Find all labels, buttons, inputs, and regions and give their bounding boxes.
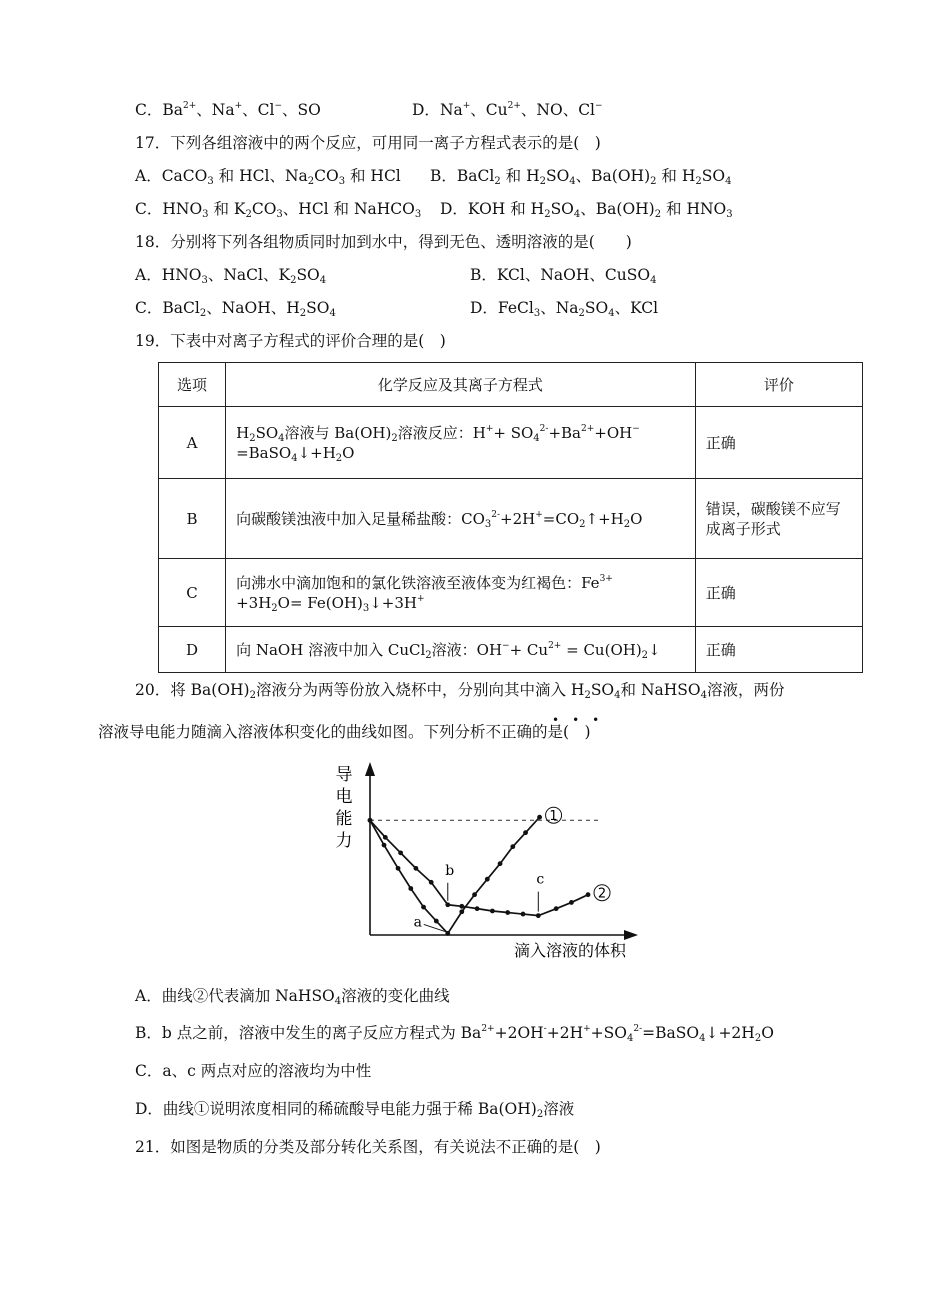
data-point [536, 913, 541, 918]
q17-option-c: C．$HNO_3$ 和 $K_2CO_3$、HCl 和 NaHCO$_3$ [135, 200, 422, 220]
y-axis-arrow [365, 762, 375, 776]
data-point [459, 909, 464, 914]
x-axis-label: 滴入溶液的体积 [513, 941, 627, 960]
q18-option-a: A．$HNO_3$、NaCl、$K_2SO_4$ [135, 266, 327, 286]
y-axis-label-char: 导 [335, 765, 353, 785]
series-label: 2 [597, 886, 607, 902]
data-point [510, 844, 515, 849]
series-line-2 [370, 820, 588, 915]
data-point [398, 850, 403, 855]
equation-cell: 向沸水中滴加饱和的氯化铁溶液至液体变为红褐色：$Fe^{3+}$ $+3H_2O=$ $Fe(OH)_3↓+3H^+$ [226, 559, 696, 627]
data-point [414, 866, 419, 871]
y-axis-label-char: 电 [335, 787, 353, 807]
point-label-a: a [413, 914, 422, 931]
x-axis-arrow [624, 930, 638, 940]
q19-stem: 19．下表中对离子方程式的评价合理的是( ) [135, 332, 446, 350]
series-label: 1 [549, 809, 558, 825]
q18-option-b: B．KCl、NaOH、CuSO$_4$ [470, 266, 657, 286]
q18-option-c: C．BaCl$_2$、NaOH、$H_2SO_4$ [135, 299, 336, 319]
q18-option-d: D．FeCl$_3$、$Na_2SO_4$、KCl [470, 299, 659, 319]
table-row: D 向 NaOH 溶液中加入 CuCl$_2$溶液：$OH^-+ Cu^{2+}$ = $Cu(OH)_2↓$ 正确 [159, 627, 863, 673]
data-point [445, 931, 450, 936]
data-point [569, 900, 574, 905]
q17-option-a: A．CaCO$_3$ 和 HCl、$Na_2CO_3$ 和 HCl [135, 167, 401, 187]
header-evaluation: 评价 [695, 363, 862, 407]
data-point [498, 861, 503, 866]
data-point [429, 880, 434, 885]
data-point [408, 886, 413, 891]
data-point [554, 906, 559, 911]
emphasis-dots: ••• [552, 713, 613, 727]
y-axis-label-char: 力 [335, 831, 353, 851]
q17-option-b: B．BaCl$_2$ 和 $H_2SO_4$、$Ba(OH)_2$ 和 $H_2SO_4$ [430, 167, 732, 187]
equation-cell: 向 NaOH 溶液中加入 CuCl$_2$溶液：$OH^-+ Cu^{2+}$ = $Cu(OH)_2↓$ [226, 627, 696, 673]
q17-stem: 17．下列各组溶液中的两个反应，可用同一离子方程式表示的是( ) [135, 134, 601, 152]
q20-option-b: B．b 点之前，溶液中发生的离子反应方程式为 $Ba^{2+}+2OH^-+2H^++SO_4^{2-}=BaSO_4↓+2H_2O$ [135, 1024, 774, 1044]
q16-option-d: D．Na+、$Cu^{2+}$、NO、Cl− [412, 101, 603, 119]
data-point [421, 905, 426, 910]
data-point [396, 866, 401, 871]
q20-option-d: D．曲线①说明浓度相同的稀硫酸导电能力强于稀 $Ba(OH)_2$溶液 [135, 1100, 575, 1120]
data-point [485, 877, 490, 882]
data-point [459, 904, 464, 909]
point-label-b: b [445, 862, 455, 879]
data-point [475, 906, 480, 911]
table-row: C 向沸水中滴加饱和的氯化铁溶液至液体变为红褐色：$Fe^{3+}$ $+3H_2O=$ $Fe(OH)_3↓+3H^+$ 正确 [159, 559, 863, 627]
q16-options: C．$Ba^{2+}$、Na+、Cl−、SO [135, 101, 321, 119]
q20-option-a: A．曲线②代表滴加 NaHSO$_4$溶液的变化曲线 [135, 987, 450, 1007]
conductivity-chart [330, 760, 640, 965]
data-point [586, 892, 591, 897]
q21-stem: 21．如图是物质的分类及部分转化关系图，有关说法不正确的是( ) [135, 1138, 601, 1156]
data-point [445, 902, 450, 907]
y-axis-label-char: 能 [335, 809, 353, 829]
data-point [382, 843, 387, 848]
table-row: A $H_2SO_4$溶液与 $Ba(OH)_2$溶液反应：$H^++ SO_4^{2-}+Ba^{2+}+OH^-$ $=BaSO_4↓+H_2O$ 正确 [159, 407, 863, 479]
q17-option-d: D．KOH 和 $H_2SO_4$、$Ba(OH)_2$ 和 $HNO_3$ [440, 200, 733, 220]
header-option: 选项 [159, 363, 226, 407]
equation-cell: 向碳酸镁浊液中加入足量稀盐酸：$CO_3^{2-}+2H^+=CO_2↑+H_2O$ [226, 479, 696, 559]
data-point [523, 830, 528, 835]
data-point [383, 835, 388, 840]
data-point [472, 892, 477, 897]
q20-stem-line1: 20．将 $Ba(OH)_2$溶液分为两等份放入烧杯中，分别向其中滴入 $H_2SO_4$和 NaHSO$_4$溶液，两份 [135, 681, 785, 701]
data-point [537, 815, 542, 820]
data-point [521, 912, 526, 917]
q19-table [158, 362, 863, 673]
data-point [490, 909, 495, 914]
series-line-1 [370, 817, 540, 933]
table-header-row [159, 363, 863, 407]
header-equation: 化学反应及其离子方程式 [226, 363, 696, 407]
data-point [434, 919, 439, 924]
q18-stem: 18．分别将下列各组物质同时加到水中，得到无色、透明溶液的是( ) [135, 233, 632, 251]
table-row: B 向碳酸镁浊液中加入足量稀盐酸：$CO_3^{2-}+2H^+=CO_2↑+H_2O$ 错误，碳酸镁不应写成离子形式 [159, 479, 863, 559]
data-point [505, 910, 510, 915]
equation-cell: $H_2SO_4$溶液与 $Ba(OH)_2$溶液反应：$H^++ SO_4^{2-}+Ba^{2+}+OH^-$ $=BaSO_4↓+H_2O$ [226, 407, 696, 479]
point-label-c: c [536, 871, 545, 888]
q20-stem-line2: 溶液导电能力随滴入溶液体积变化的曲线如图。下列分析不正确的是( ) [98, 723, 591, 741]
data-point [368, 818, 373, 823]
q20-option-c: C．a、c 两点对应的溶液均为中性 [135, 1062, 372, 1080]
